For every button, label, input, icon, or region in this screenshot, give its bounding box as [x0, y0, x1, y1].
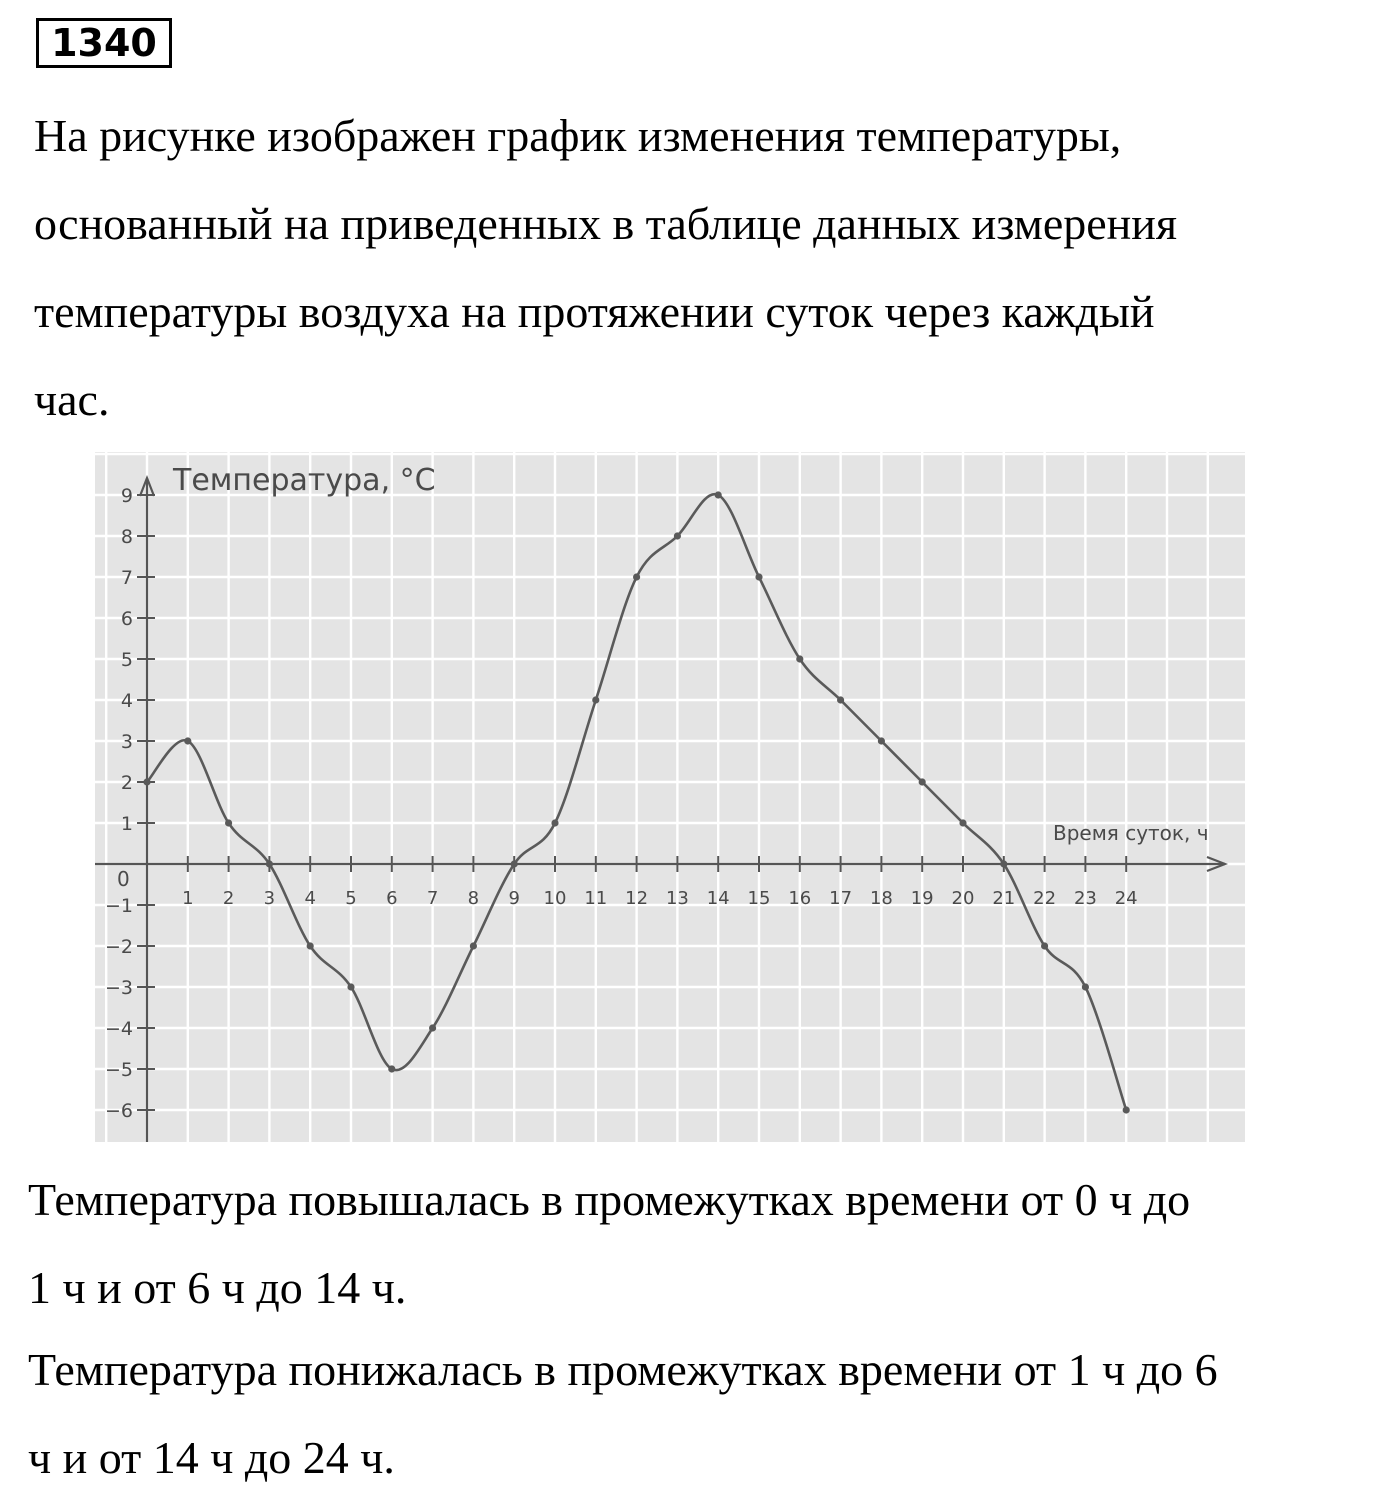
- answer-line: 1 ч и от 6 ч до 14 ч.: [28, 1262, 407, 1313]
- data-point: [551, 819, 558, 826]
- x-tick-label: 1: [182, 888, 194, 909]
- data-point: [470, 942, 477, 949]
- data-point: [347, 983, 354, 990]
- data-point: [878, 737, 885, 744]
- data-point: [674, 532, 681, 539]
- x-tick-label: 21: [992, 888, 1016, 909]
- x-tick-label: 8: [467, 888, 480, 909]
- x-tick-label: 19: [910, 888, 934, 909]
- data-point: [307, 942, 314, 949]
- data-point: [388, 1065, 395, 1072]
- x-tick-label: 18: [869, 888, 893, 909]
- answer-line: Температура понижалась в промежутках времени от 1 ч до 6: [28, 1344, 1218, 1395]
- y-tick-label: 8: [120, 526, 133, 548]
- statement-line: температуры воздуха на протяжении суток через каждый: [34, 286, 1155, 337]
- data-point: [429, 1024, 436, 1031]
- y-tick-label: 1: [120, 813, 133, 835]
- x-tick-label: 22: [1033, 888, 1057, 909]
- y-tick-label: 6: [120, 608, 133, 630]
- x-axis-label: Время суток, ч: [1053, 821, 1209, 845]
- x-tick-label: 14: [706, 888, 730, 909]
- data-point: [266, 860, 273, 867]
- x-tick-label: 12: [625, 888, 649, 909]
- data-point: [225, 819, 232, 826]
- answer-line: ч и от 14 ч до 24 ч.: [28, 1432, 395, 1483]
- x-tick-label: 11: [584, 888, 608, 909]
- data-point: [511, 860, 518, 867]
- x-tick-label: 24: [1114, 888, 1138, 909]
- chart-grid: [95, 452, 1245, 1142]
- y-tick-label: −2: [104, 936, 133, 958]
- data-point: [796, 655, 803, 662]
- temperature-chart: [95, 452, 1245, 1142]
- answer-decrease: [28, 1326, 1358, 1502]
- x-tick-label: 6: [386, 888, 398, 909]
- x-tick-label: 20: [951, 888, 975, 909]
- x-tick-label: 17: [829, 888, 853, 909]
- data-point: [715, 491, 722, 498]
- data-point: [633, 573, 640, 580]
- x-tick-label: 23: [1073, 888, 1097, 909]
- y-axis-label: Температура, °С: [173, 463, 436, 498]
- x-tick-label: 7: [426, 888, 439, 909]
- y-tick-label: −6: [104, 1100, 133, 1122]
- x-tick-label: 15: [747, 888, 771, 909]
- y-tick-label: 4: [120, 690, 133, 712]
- y-tick-label: 7: [120, 567, 133, 589]
- y-tick-label: 9: [120, 485, 133, 507]
- y-tick-label: −1: [104, 895, 133, 917]
- origin-label: 0: [117, 867, 130, 891]
- statement-line: На рисунке изображен график изменения температуры,: [34, 110, 1122, 161]
- y-tick-label: −4: [104, 1018, 133, 1040]
- data-point: [755, 573, 762, 580]
- data-point: [1041, 942, 1048, 949]
- x-tick-label: 10: [543, 888, 567, 909]
- x-tick-label: 9: [508, 888, 520, 909]
- x-tick-label: 16: [788, 888, 812, 909]
- y-tick-label: −5: [104, 1059, 133, 1081]
- statement-line: основанный на приведенных в таблице данных измерения: [34, 198, 1178, 249]
- x-tick-label: 5: [345, 888, 357, 909]
- y-tick-label: 3: [120, 731, 133, 753]
- x-tick-label: 4: [304, 888, 316, 909]
- statement-line: час.: [34, 374, 110, 425]
- data-point: [592, 696, 599, 703]
- y-tick-label: −3: [104, 977, 133, 999]
- y-tick-label: 2: [120, 772, 133, 794]
- answer-increase: [28, 1156, 1358, 1332]
- chart-svg: [95, 452, 1245, 1142]
- problem-statement: [34, 92, 1364, 444]
- data-point: [184, 737, 191, 744]
- data-point: [143, 778, 150, 785]
- data-point: [919, 778, 926, 785]
- problem-number: 1340: [36, 18, 172, 68]
- answer-line: Температура повышалась в промежутках времени от 0 ч до: [28, 1174, 1191, 1225]
- data-point: [1000, 860, 1007, 867]
- data-point: [1123, 1106, 1130, 1113]
- data-point: [1082, 983, 1089, 990]
- data-point: [959, 819, 966, 826]
- x-tick-label: 2: [222, 888, 235, 909]
- x-tick-label: 13: [665, 888, 689, 909]
- data-point: [837, 696, 844, 703]
- y-tick-label: 5: [120, 649, 133, 671]
- x-tick-label: 3: [263, 888, 276, 909]
